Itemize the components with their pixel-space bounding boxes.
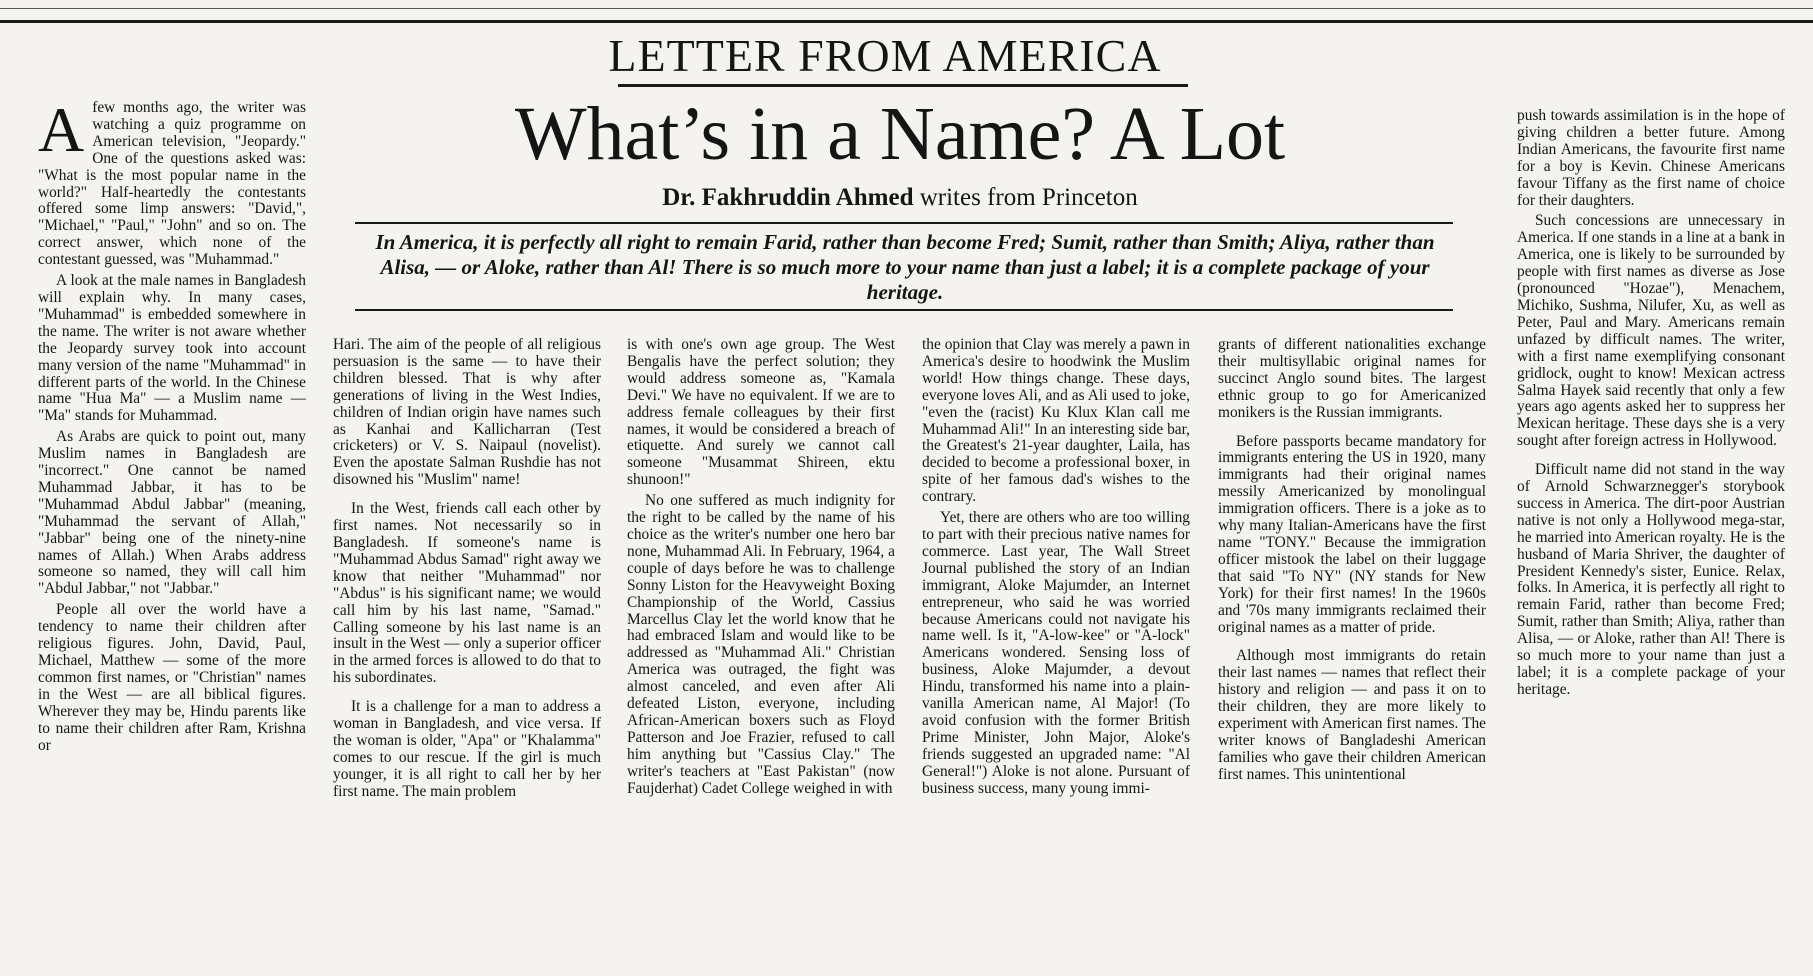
article-column-4 (922, 337, 1190, 970)
paragraph: Although most immigrants do retain their last names — names that reflect their history and religion — and pass it on to their children, they are more likely to experiment with American first names. The writer knows of Bangladeshi American families who gave their children American first names. This unintentional (1218, 647, 1486, 783)
article-column-6 (1517, 108, 1785, 970)
paragraph: As Arabs are quick to point out, many Muslim names in Bangladesh are "incorrect." One cannot be named Muhammad Jabbar, it has to be "Muhammad Abdul Jabbar" (meaning, "Muhammad the servant of Allah," "Jabbar" being one of the ninety-nine names of Allah.) When Arabs address someone so named, they will call him "Abdul Jabbar," not "Jabbar." (38, 428, 306, 598)
byline-location: writes from Princeton (913, 184, 1138, 211)
headline: What’s in a Name? A Lot (514, 92, 1286, 176)
paragraph: A look at the male names in Bangladesh will explain why. In many cases, "Muhammad" is embedded somewhere in the name. The writer is not aware whether the Jeopardy survey took into account many version of the name "Muhammad" in different parts of the world. In the Chinese name "Hua Ma" — a Muslim name — "Ma" stands for Muhammad. (38, 272, 306, 425)
article-column-3 (627, 337, 895, 970)
paragraph: few months ago, the writer was watching a quiz programme on American television, "Jeopardy." One of the questions asked was: "What is the most popular name in the world?" Half-heartedly the contestants offered some limp answers: "David,", "Michael," "Paul," "John" and so on. The correct answer, which none of the contestant guessed, was "Muhammad." (38, 100, 306, 269)
top-rule (0, 20, 1813, 23)
paragraph: It is a challenge for a man to address a woman in Bangladesh, and vice versa. If the woman is older, "Apa" or "Khalamma" comes to our rescue. If the girl is much younger, it is all right to call her by her first name. The main problem (333, 698, 601, 800)
deck-rule-top (355, 222, 1453, 224)
kicker-underline (618, 84, 1188, 87)
paragraph: In the West, friends call each other by first names. Not necessarily so in Bangladesh. If someone's name is "Muhammad Abdus Samad" right away we know that neither "Muhammad" nor "Abdus" is his significant name; we would call him by his last name, "Samad." Calling someone by his last name is an insult in the West — only a superior officer in the armed forces is allowed to do that to his subordinates. (333, 500, 601, 687)
pull-quote-deck: In America, it is perfectly all right to remain Farid, rather than become Fred; Sumit, rather than Smith; Aliya, rather than Alisa, — or Aloke, rather than Al! There is so much more to your name than just a label; it is a complete package of your heritage. (375, 230, 1435, 304)
paragraph: Hari. The aim of the people of all religious persuasion is the same — to have their children blessed. That is why after generations of living in the West Indies, children of Indian origin have names such as Kanhai and Kallicharran (Test cricketers) or V. S. Naipaul (novelist). Even the apostate Salman Rushdie has not disowned his "Muslim" name! (333, 337, 601, 489)
top-thin-rule (0, 8, 1813, 9)
paragraph: Yet, there are others who are too willing to part with their precious native names for commerce. Last year, The Wall Street Journal published the story of an Indian immigrant, Aloke Majumder, an Internet entrepreneur, who said he was worried because Americans could not navigate his name well. Is it, "A-low-kee" or "A-lock" Americans wondered. Sensing loss of business, Aloke Majumder, a devout Hindu, transformed his name into a plain-vanilla American name, Al Major! (To avoid confusion with the former British Prime Minister, John Major, Aloke's friends suggested an upgraded name: "Al General!") Aloke is not alone. Pursuant of business success, many young immi- (922, 509, 1190, 797)
author-name: Dr. Fakhruddin Ahmed (662, 184, 914, 211)
drop-cap: A (38, 100, 85, 165)
paragraph: is with one's own age group. The West Bengalis have the perfect solution; they would address someone as, "Kamala Devi." We have no equivalent. If we are to address female colleagues by their first names, it would be considered a breach of etiquette. And surely we cannot call someone "Musammat Shireen, ektu shunoon!" (627, 337, 895, 489)
paragraph: People all over the world have a tendency to name their children after religious figures. John, David, Paul, Michael, Matthew — some of the more common first names, or "Christian" names in the West — are all biblical figures. Wherever they may be, Hindu parents like to name their children after Ram, Krishna or (38, 601, 306, 754)
paragraph: Difficult name did not stand in the way of Arnold Schwarznegger's storybook success in America. The dirt-poor Austrian native is not only a Hollywood mega-star, he married into American royalty. He is the husband of Maria Shriver, the daughter of President Kennedy's sister, Eunice. Relax, folks. In America, it is perfectly all right to remain Farid, rather than become Fred; Sumit, rather than Smith; Aliya, rather than Alisa, — or Aloke, rather than Al! There is so much more to your name than just a label; it is a complete package of your heritage. (1517, 461, 1785, 698)
byline (355, 182, 1445, 214)
paragraph: grants of different nationalities exchange their multisyllabic original names for succinct Anglo sound bites. The largest ethnic group to go for Americanized monikers is the Russian immigrants. (1218, 337, 1486, 421)
article-column-2 (333, 337, 601, 970)
paragraph: Such concessions are unnecessary in America. If one stands in a line at a bank in America, one is likely to be surrounded by people with first names as diverse as Jose (pronounced "Hozae"), Menachem, Michiko, Sushma, Nilufer, Xu, as well as Peter, Paul and Mary. Americans remain unfazed by difficult names. The writer, with a first name exemplifying consonant gridlock, ought to know! Mexican actress Salma Hayek said recently that only a few years ago agents asked her to suppress her Mexican heritage. These days she is a very sought after foreign actress in Hollywood. (1517, 212, 1785, 450)
paragraph: push towards assimilation is in the hope of giving children a better future. Among Indian Americans, the favourite first name for a boy is Kevin. Chinese Americans favour Tiffany as the first name of choice for their daughters. (1517, 108, 1785, 209)
paragraph: the opinion that Clay was merely a pawn in America's desire to hoodwink the Muslim world! How things change. These days, everyone loves Ali, and as Ali used to joke, "even the (racist) Ku Klux Klan call me Muhammad Ali!" In an interesting side bar, the Greatest's 21-year daughter, Laila, has decided to become a professional boxer, in spite of her famous dad's wishes to the contrary. (922, 337, 1190, 506)
section-kicker: LETTER FROM AMERICA (608, 30, 1162, 81)
article-column-5 (1218, 337, 1486, 970)
paragraph: Before passports became mandatory for immigrants entering the US in 1920, many immigrants had their original names messily Americanized by monolingual immigration officers. There is a joke as to why many Italian-Americans have the first name "TONY." Because the immigration officer mistook the label on their luggage that said "To NY" (NY stands for New York) for their first names! In the 1960s and '70s many immigrants reclaimed their original names as a matter of pride. (1218, 432, 1486, 636)
paragraph: No one suffered as much indignity for the right to be called by the name of his choice as the writer's number one hero bar none, Muhammad Ali. In February, 1964, a couple of days before he was to challenge Sonny Liston for the Heavyweight Boxing Championship of the World, Cassius Marcellus Clay let the world know that he had embraced Islam and would like to be addressed as "Muhammad Ali." Christian America was outraged, the fight was almost canceled, and even after Ali defeated Liston, everyone, including African-American boxers such as Floyd Patterson and Joe Frazier, refused to call him anything but "Cassius Clay." The writer's teachers at "East Pakistan" (now Faujderhat) Cadet College weighed in with (627, 492, 895, 797)
deck-rule-bottom (355, 309, 1453, 311)
article-column-1 (38, 100, 306, 970)
